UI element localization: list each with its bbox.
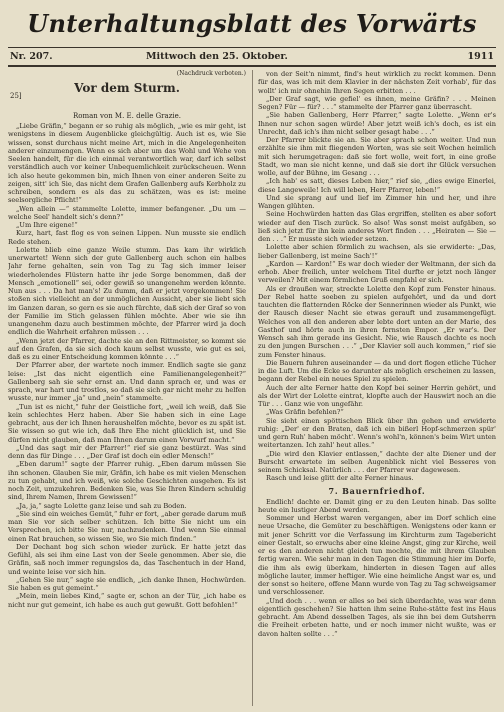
- paragraph: Und sie sprang auf und lief im Zimmer hin und her, und ihre Wangen glühten.: [258, 193, 496, 210]
- paragraph: Der Pfarrer blickte sie an. Sie aber sprach schon weiter. Und nun erzählte sie ihm mit fliegenden Worten, was sie seit Wochen heimlich mit sich herumgetragen: daß sie fort wolle, weit fort, in eine große Stadt, wo man sie nicht kenne, und daß sie dort ihr Glück versuchen wolle, auf der Bühne, im Gesang . . .: [258, 136, 496, 177]
- novel-byline: Roman von M. E. delle Grazie.: [73, 112, 181, 120]
- paragraph: „Und das sagt mir der Pfarrer!“ rief sie ganz bestürzt. Was sind denn das für Dinge . . . „Der Graf ist doch ein edler Mensch!“: [8, 443, 246, 460]
- paragraph: Endlich! dachte er. Damit ging er zu den Leuten hinab. Das sollte heute ein lustiger Abend werden.: [258, 497, 496, 514]
- paragraph: „Gehen Sie nur,“ sagte sie endlich, „ich danke Ihnen, Hochwürden. Sie haben es gut gemeint.“: [8, 575, 246, 592]
- paragraph: „Ich hab' es satt, dieses Leben hier,“ rief sie, „dies ewige Einerlei, diese Langeweile! Ich will leben, Herr Pfarrer, leben!“: [258, 177, 496, 194]
- paragraph: Rasch und leise glitt der alte Ferner hinaus.: [266, 474, 414, 483]
- masthead-rule-top: [8, 47, 496, 48]
- column-divider: [252, 70, 253, 706]
- right-article-body: [258, 70, 496, 638]
- paragraph: Als er draußen war, streckte Lolette den Kopf zum Fenster hinaus. Der Rebel hatte soeben zu spielen aufgehört, und da und dort tauchten die flatternden Röcke der Sennerinnen wieder als Punkt, wie der Rausch dieser Nacht sie etwas gerauft und zusammengefügt. Welches von all den anderen aber lebte dort unten an der Marie, des Gasthof und hörte auch in ihren fernsten Empor. „Er war's. Der Wensch sah ihm gerade ins Gesicht. Nie, wie Rausch dachte es noch zu den jungen Burschen . . .“ „Der Klavier soll auch kommen,“ rief sie zum Fenster hinaus.: [258, 284, 496, 359]
- left-column: [8, 70, 246, 706]
- paragraph: Auch der alte Ferner hatte den Kopf bei seiner Herrin gehört, und als der Wirt der Lolette eintrat, klopfte auch der Hauswirt noch an die Tür . . . Ganz wie von ungefähr.: [258, 383, 496, 408]
- paragraph: Lolette blieb eine ganze Weile stumm. Das kam ihr wirklich unerwartet! Wenn sich der gute Gallenberg auch schon ein halbes Jahr ferne gehalten, sein von Tag zu Tag sich immer leiser wiederholendes Flüstern hatte ihr jede Sorge benommen, daß der Mensch „emotionell“ sei, oder gewiß so unangenehm werden könnte. Nun aus . . . Da hat man's! Zu dumm, daß er jetzt vorgekommen! Sie stoßen sich vielleicht an der unmöglichen Aussicht, aber sie liebt sich im Ganzen daran, so gern es sie auch fürchte, daß sich der Graf so von der Familie im Stich gelassen fühlen möchte. Aber wie sie ihn unangenehm dazu auch bestimmen möchte, der Pfarrer wird ja doch endlich die Wahrheit erfahren müssen . . .: [8, 245, 246, 337]
- reprint-note: (Nachdruck verboten.): [176, 70, 246, 77]
- paragraph: „Wen allein —“ stammelte Lolette, immer befangener. „Du um — welche Seel' handelt sich's denn?“: [8, 204, 246, 221]
- masthead-rule-bottom: [8, 65, 496, 67]
- paragraph: Der Pfarrer aber, der wartete noch immer. Endlich sagte sie ganz leise: „Ist das nicht eigentlich eine Familienangelegenheit?“ Gallenberg sah sie sehr ernst an. Und dann sprach er, und was er sprach, war hart und trostlos, so daß sie sich gar nicht mehr zu helfen wusste, nur immer „ja“ und „nein“ stammelte.: [8, 361, 246, 403]
- right-column: [258, 70, 496, 706]
- paragraph: „Tun ist es nicht,“ fuhr der Geistliche fort, „weil ich weiß, daß Sie kein schlechtes Herz haben. Aber Sie haben sich in eine Lage gebracht, aus der ich Ihnen heraushelfen möchte, bevor es zu spät ist. Sie wissen so gut wie ich, daß Ihre Ehe nicht glücklich ist, und Sie dürfen nicht glauben, daß man Ihnen darum einen Vorwurf macht.“: [8, 402, 246, 444]
- paragraph: Seine Hochwürden hatten das Glas ergriffen, stellten es aber sofort wieder auf den Tisch zurück. So also! Was sonst meist aufgäben, so ließ sich jetzt für ihn kein anderes Wort finden . . . „Heiraten — Sie — den . . .“ Er musste sich wieder setzen.: [258, 210, 496, 243]
- left-article-body: [8, 122, 246, 609]
- paragraph: „Und doch . . . wenn er alles so bei sich überdachte, was war denn eigentlich geschehen? Sie hatten ihm seine Ruhe-stätte fest ins Haus gebracht. Am Abend desselben Tages, als sie ihn bei dem Gutsherrn die Freiheit erbeten hatte, und er noch immer nicht wußte, was er davon halten sollte . . .“: [258, 596, 496, 638]
- paragraph: von der Seit'n nimmt, find's heut wirklich zu reckt kommen. Denn für das, was ich mit dem Klavier in der nächsten Zeit vorhab', für das wollt' ich mir ohnehin Ihren Segen erbitten . . .: [258, 70, 496, 95]
- issue-number: Nr. 207.: [10, 51, 53, 62]
- paragraph: „Um Ihre eigene!“: [16, 221, 78, 229]
- paragraph: „Was Gräfin befehlen?“: [266, 408, 344, 417]
- paragraph: „Wenn jetzt der Pfarrer, dachte sie an den Rittmeister, so kommt sie auf den Grafen, da sie sich doch kaum selbst wusste, wie gut es sei, daß es zu einer Entscheidung kommen könnte . . .“: [8, 336, 246, 361]
- story-title: Vor dem Sturm.: [74, 81, 180, 95]
- paragraph: Lolette aber schien förmlich zu wachsen, als sie erwiderte: „Das, lieber Gallenberg, ist meine Sach'!“: [258, 243, 496, 260]
- paragraph: Sommer und Herbst waren vergangen, aber im Dorf schlich eine neue Ursache, die Gemüter zu beschäftigen. Wenigstens oder kann er mit jener Schritt vor die Verfassung im Kirchturm zum Tagebericht einer Gestalt, so erwuchs aber eine kleine Angst, ging zur Kirche, weil er es den anderen nicht gleich tun mochte, die mit ihrem Glauben fertig waren. Wie sehr man in den Tagen die Stimmung hier im Dorfe, die ihm als ewig überkam, hinderten in diesen Tagen auf alles mögliche lauter, immer heftiger. Wie eine heimliche Angst war es, und der sonst so heitere, offene Mann wurde von Tag zu Tag schweigsamer und verschlossener.: [258, 514, 496, 597]
- issue-date: Mittwoch den 25. Oktober.: [146, 51, 288, 62]
- paragraph: „Die wird den Klavier entlassen,“ dachte der alte Diener und der Burscht erwartete im selben Augenblick nicht viel Besseres von seinem Schicksal. Natürlich . . . der Pfarrer war dagewesen.: [258, 449, 496, 474]
- paragraph: Die Bauern fuhren auseinander — da und dort flogen etliche Tücher in die Luft. Um die Ecke so darunter als möglich erscheinen zu lassen, begann der Rebel ein neues Spiel zu spielen.: [258, 358, 496, 384]
- paragraph: „Sie haben Gallenberg, Herr Pfarrer,“ sagte Lolette. „Wenn er's Ihnen nur schon sagen würde! Aber jetzt weiß ich's doch, es ist ein Unrecht, daß ich's ihm nicht selber gesagt habe . . .“: [258, 111, 496, 136]
- dateline: [10, 50, 494, 64]
- paragraph: Sie sieht einen spöttischen Blick über ihn gehen und erwiderte ruhig: „Der' er den Braten, daß ich ein bißerl Hopf-schmerzen spür' und gern Ruh' haben möcht'. Wenn's wohl'n, können's beim Wirt unten weitertanzen. Ich zahl' heut alles.“: [258, 416, 496, 450]
- paragraph: „Kardon — Kardon!“ Es war doch wieder der Weltmann, der sich da erhob. Aber freilich, unter welchem Titel durfte er jetzt noch länger verweilen? Mit einem förmlichen Gruß empfahl er sich.: [258, 259, 496, 285]
- paragraph: Kurz, hart, fast flog es von seinen Lippen. Nun musste sie endlich Rede stehen.: [8, 229, 246, 246]
- section-number: 25]: [10, 92, 22, 100]
- issue-year: 1911: [467, 51, 494, 62]
- masthead-title: Unterhaltungsblatt des Vorwärts: [27, 9, 477, 38]
- story-header: [8, 70, 246, 112]
- paragraph: „Ja, ja,“ sagte Lolette ganz leise und sah zu Boden.: [16, 501, 187, 510]
- paragraph: „Sie sind ein weiches Gemüt,“ fuhr er fort, „aber gerade darum muß man Sie vor sich selber schützen. Ich bitte Sie nicht um ein Versprechen, ich bitte Sie nur, nachzudenken. Und wenn Sie einmal einen Rat brauchen, so wissen Sie, wo Sie mich finden.“: [8, 509, 246, 543]
- paragraph: „Liebe Gräfin,“ begann er so ruhig als möglich, „wie es mir geht, ist wenigstens in diesem Augenblicke gleichgültig. Auch ist es, wie Sie wissen, sonst durchaus nicht meine Art, mich in die Angelegenheiten anderer einzumengen. Wenn es sich aber um das Wohl und Wehe von Seelen handelt, für die ich einmal verantwortlich war, darf ich selbst verständlich auch vor keiner Unbequemlichkeit zurückscheuen. Wenn ich also heute gekommen bin, mich Ihnen von einer anderen Seite zu zeigen, sitt' ich Sie, das nicht dem Grafen Gallenberg aufs Kerbholz zu schreiben, sondern es als das zu schätzen, was es ist: meine seelsorgliche Pflicht!“: [8, 122, 246, 205]
- section-heading: 7. Bauernfriedhof.: [328, 485, 426, 496]
- paragraph: „Mein, mein liebes Kind,“ sagte er, schon an der Tür, „ich habe es nicht nur gut gemeint, ich habe es auch gut gewußt. Gott befohlen!“: [8, 592, 246, 609]
- paragraph: „Eben darum!“ sagte der Pfarrer ruhig. „Eben darum müssen Sie ihn schonen. Glauben Sie mir, Gräfin, ich habe es mit vielen Menschen zu tun gehabt, und ich weiß, wie solche Geschichten ausgehen. Es ist noch Zeit, umzukehren. Bedenken Sie, was Sie Ihren Kindern schuldig sind, Ihrem Namen, Ihrem Gewissen!“: [8, 460, 246, 502]
- paragraph: Der Dechant bog sich schon wieder zurück. Er hatte jetzt das Gefühl, als sei ihm eine Last von der Seele genommen. Aber sie, die Gräfin, saß noch immer regungslos da, das Taschentuch in der Hand, und weinte leise vor sich hin.: [8, 542, 246, 576]
- paragraph: „Der Graf sagt, wie gefiel' es ihnen, meine Gräfin? . . . Meinen Segen? Für — für? . . .“ stammelte der Pfarrer ganz überrascht.: [258, 94, 496, 111]
